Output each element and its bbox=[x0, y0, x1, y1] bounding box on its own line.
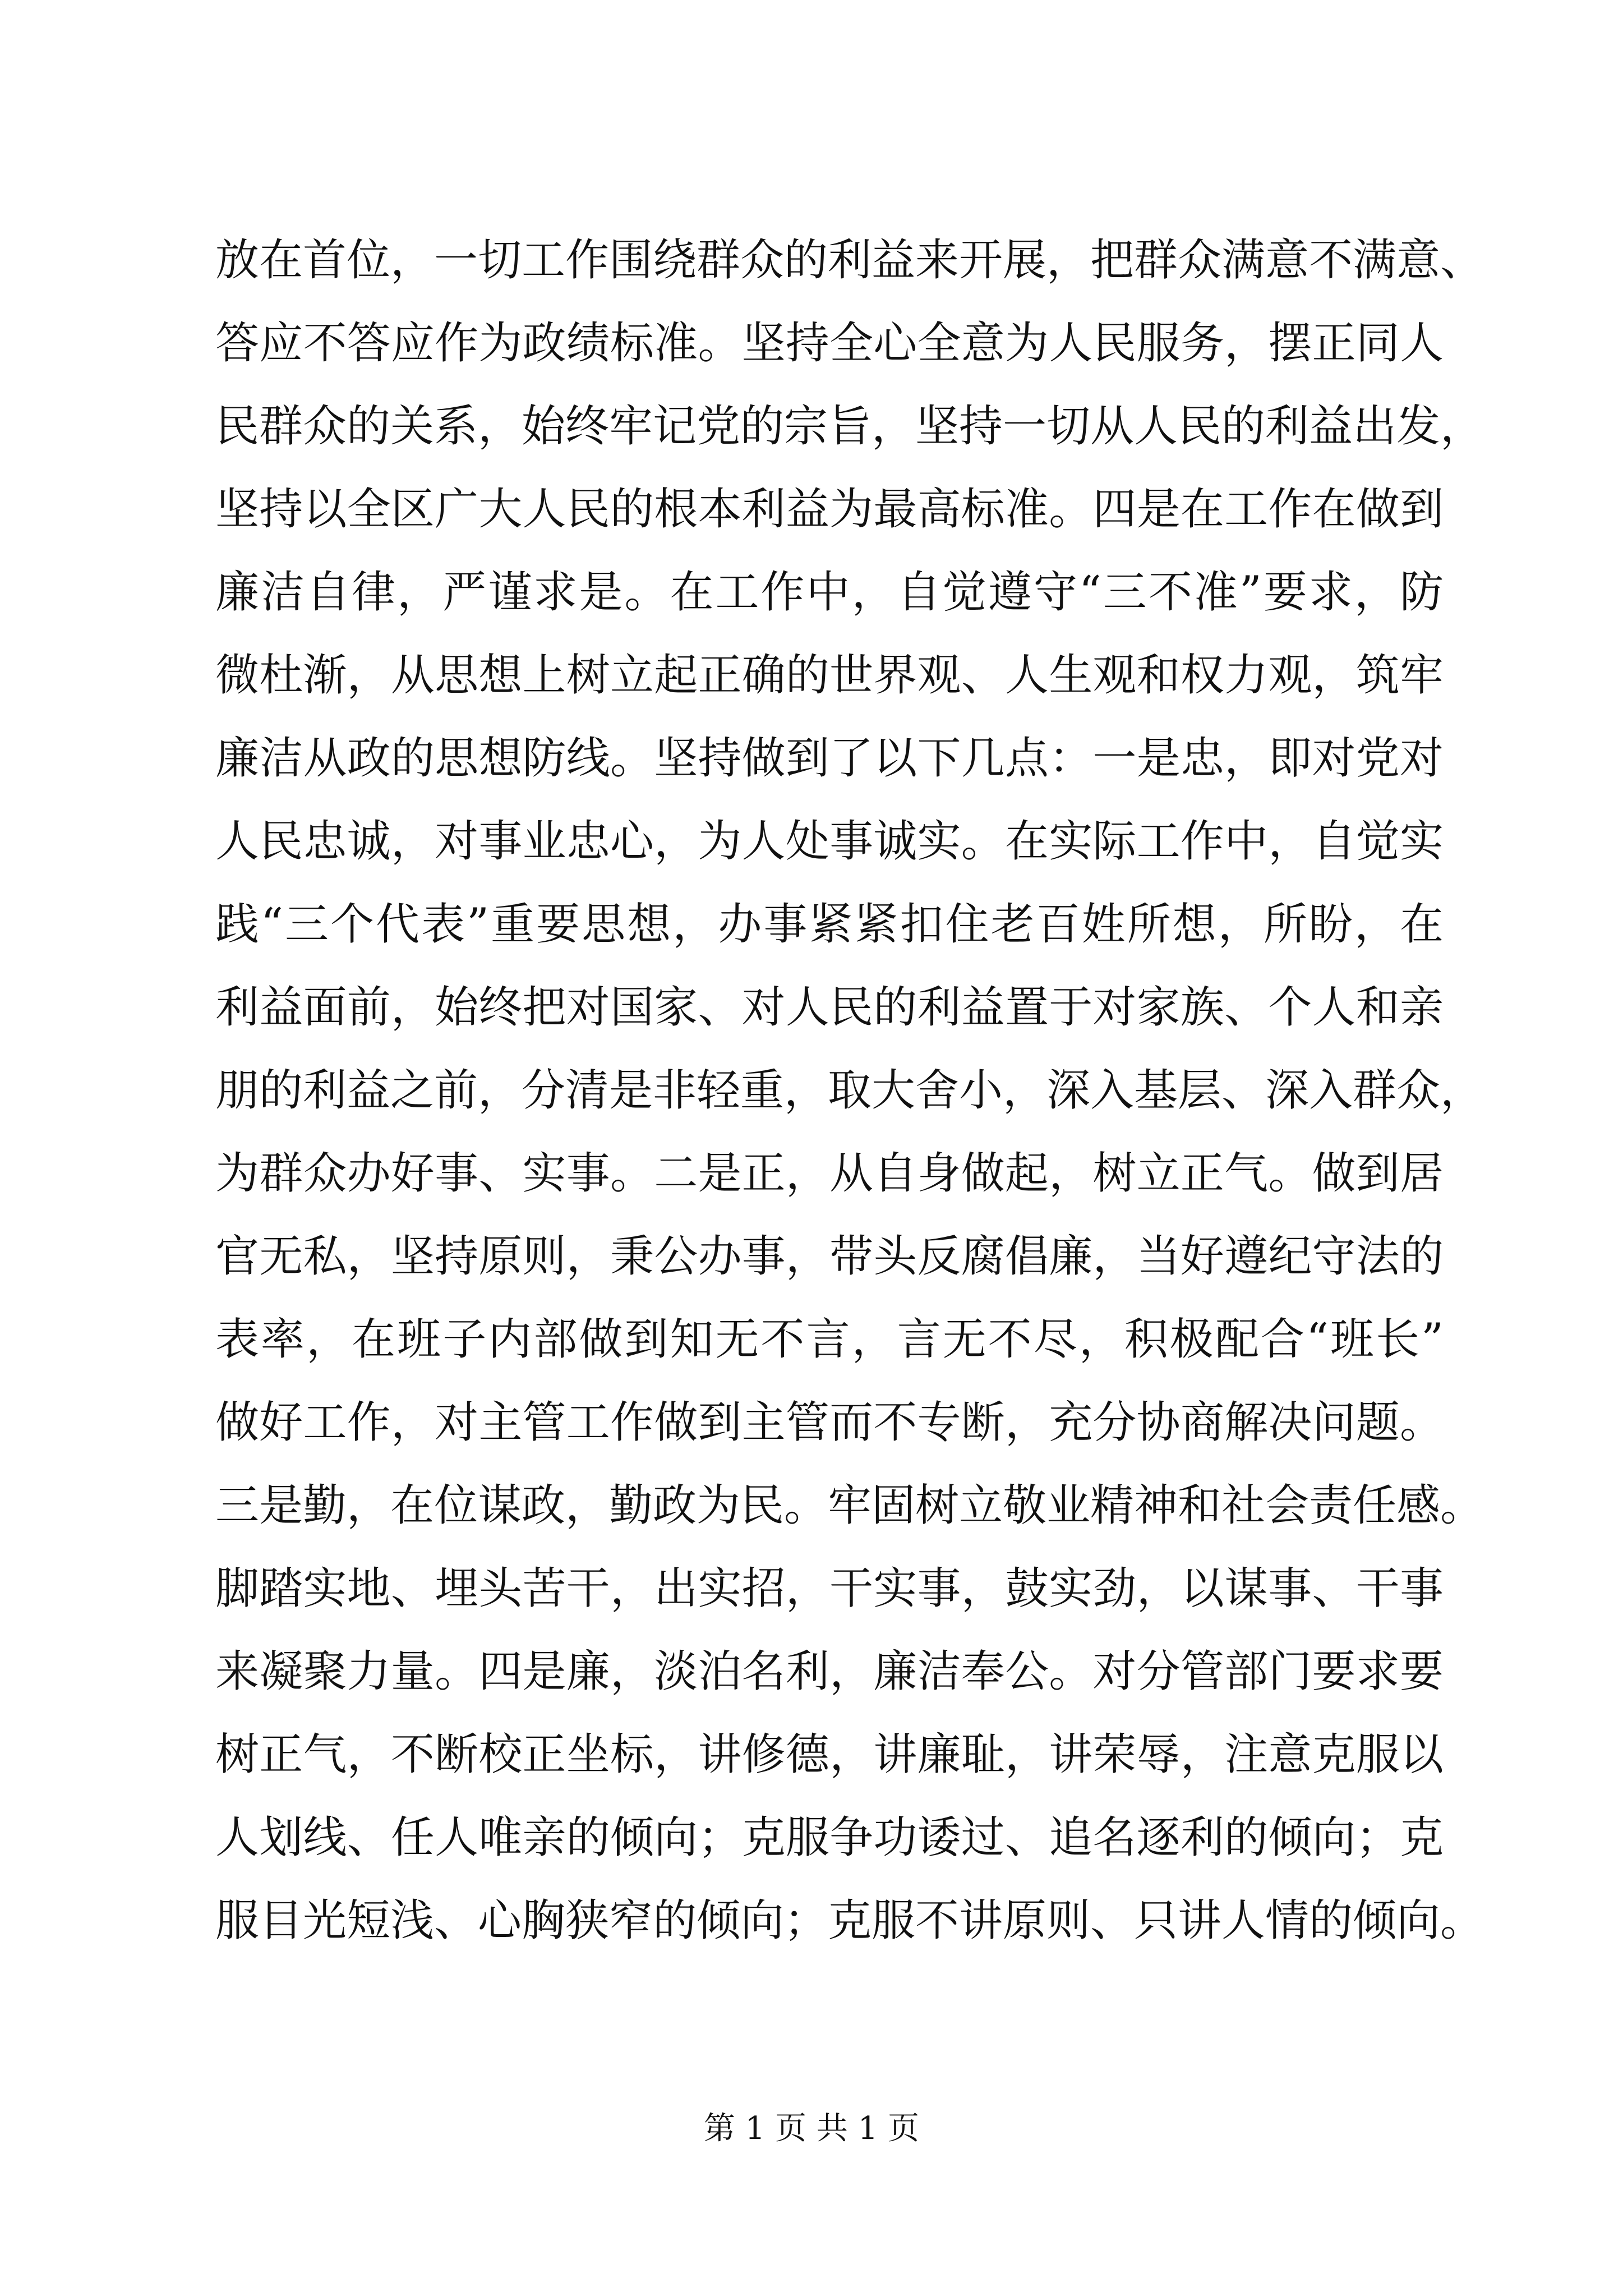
text-line: 人划线、任人唯亲的倾向；克服争功诿过、追名逐利的倾向；克 bbox=[215, 1812, 1444, 1863]
text-line: 廉洁自律，严谨求是。在工作中，自觉遵守“三不准”要求，防 bbox=[215, 567, 1444, 618]
text-line: 表率，在班子内部做到知无不言，言无不尽，积极配合“班长” bbox=[215, 1314, 1444, 1365]
text-line: 廉洁从政的思想防线。坚持做到了以下几点：一是忠，即对党对 bbox=[215, 733, 1444, 784]
text-line: 做好工作，对主管工作做到主管而不专断，充分协商解决问题。 bbox=[215, 1397, 1444, 1448]
text-line: 放在首位，一切工作围绕群众的利益来开展，把群众满意不满意、 bbox=[215, 235, 1484, 286]
text-line: 来凝聚力量。四是廉，淡泊名利，廉洁奉公。对分管部门要求要 bbox=[215, 1646, 1444, 1697]
page-footer bbox=[0, 2109, 1623, 2148]
text-line: 微杜渐，从思想上树立起正确的世界观、人生观和权力观，筑牢 bbox=[215, 650, 1444, 701]
text-line: 脚踏实地、埋头苦干，出实招，干实事，鼓实劲，以谋事、干事 bbox=[215, 1563, 1444, 1614]
body-text bbox=[215, 219, 1484, 1962]
text-line: 服目光短浅、心胸狭窄的倾向；克服不讲原则、只讲人情的倾向。 bbox=[215, 1895, 1484, 1946]
text-line: 官无私，坚持原则，秉公办事，带头反腐倡廉，当好遵纪守法的 bbox=[215, 1231, 1444, 1282]
text-line: 民群众的关系，始终牢记党的宗旨，坚持一切从人民的利益出发， bbox=[215, 401, 1484, 452]
text-line: 践“三个代表”重要思想，办事紧紧扣住老百姓所想，所盼，在 bbox=[215, 899, 1444, 950]
text-line: 人民忠诚，对事业忠心，为人处事诚实。在实际工作中，自觉实 bbox=[215, 816, 1444, 867]
text-line: 坚持以全区广大人民的根本利益为最高标准。四是在工作在做到 bbox=[215, 484, 1444, 535]
text-line: 三是勤，在位谋政，勤政为民。牢固树立敬业精神和社会责任感。 bbox=[215, 1480, 1484, 1531]
text-line: 利益面前，始终把对国家、对人民的利益置于对家族、个人和亲 bbox=[215, 982, 1444, 1033]
page-number-label: 第 1 页 共 1 页 bbox=[703, 2110, 920, 2147]
text-line: 树正气，不断校正坐标，讲修德，讲廉耻，讲荣辱，注意克服以 bbox=[215, 1729, 1444, 1780]
text-line: 为群众办好事、实事。二是正，从自身做起，树立正气。做到居 bbox=[215, 1148, 1444, 1199]
text-line: 答应不答应作为政绩标准。坚持全心全意为人民服务，摆正同人 bbox=[215, 318, 1444, 369]
text-line: 朋的利益之前，分清是非轻重，取大舍小，深入基层、深入群众， bbox=[215, 1065, 1484, 1116]
